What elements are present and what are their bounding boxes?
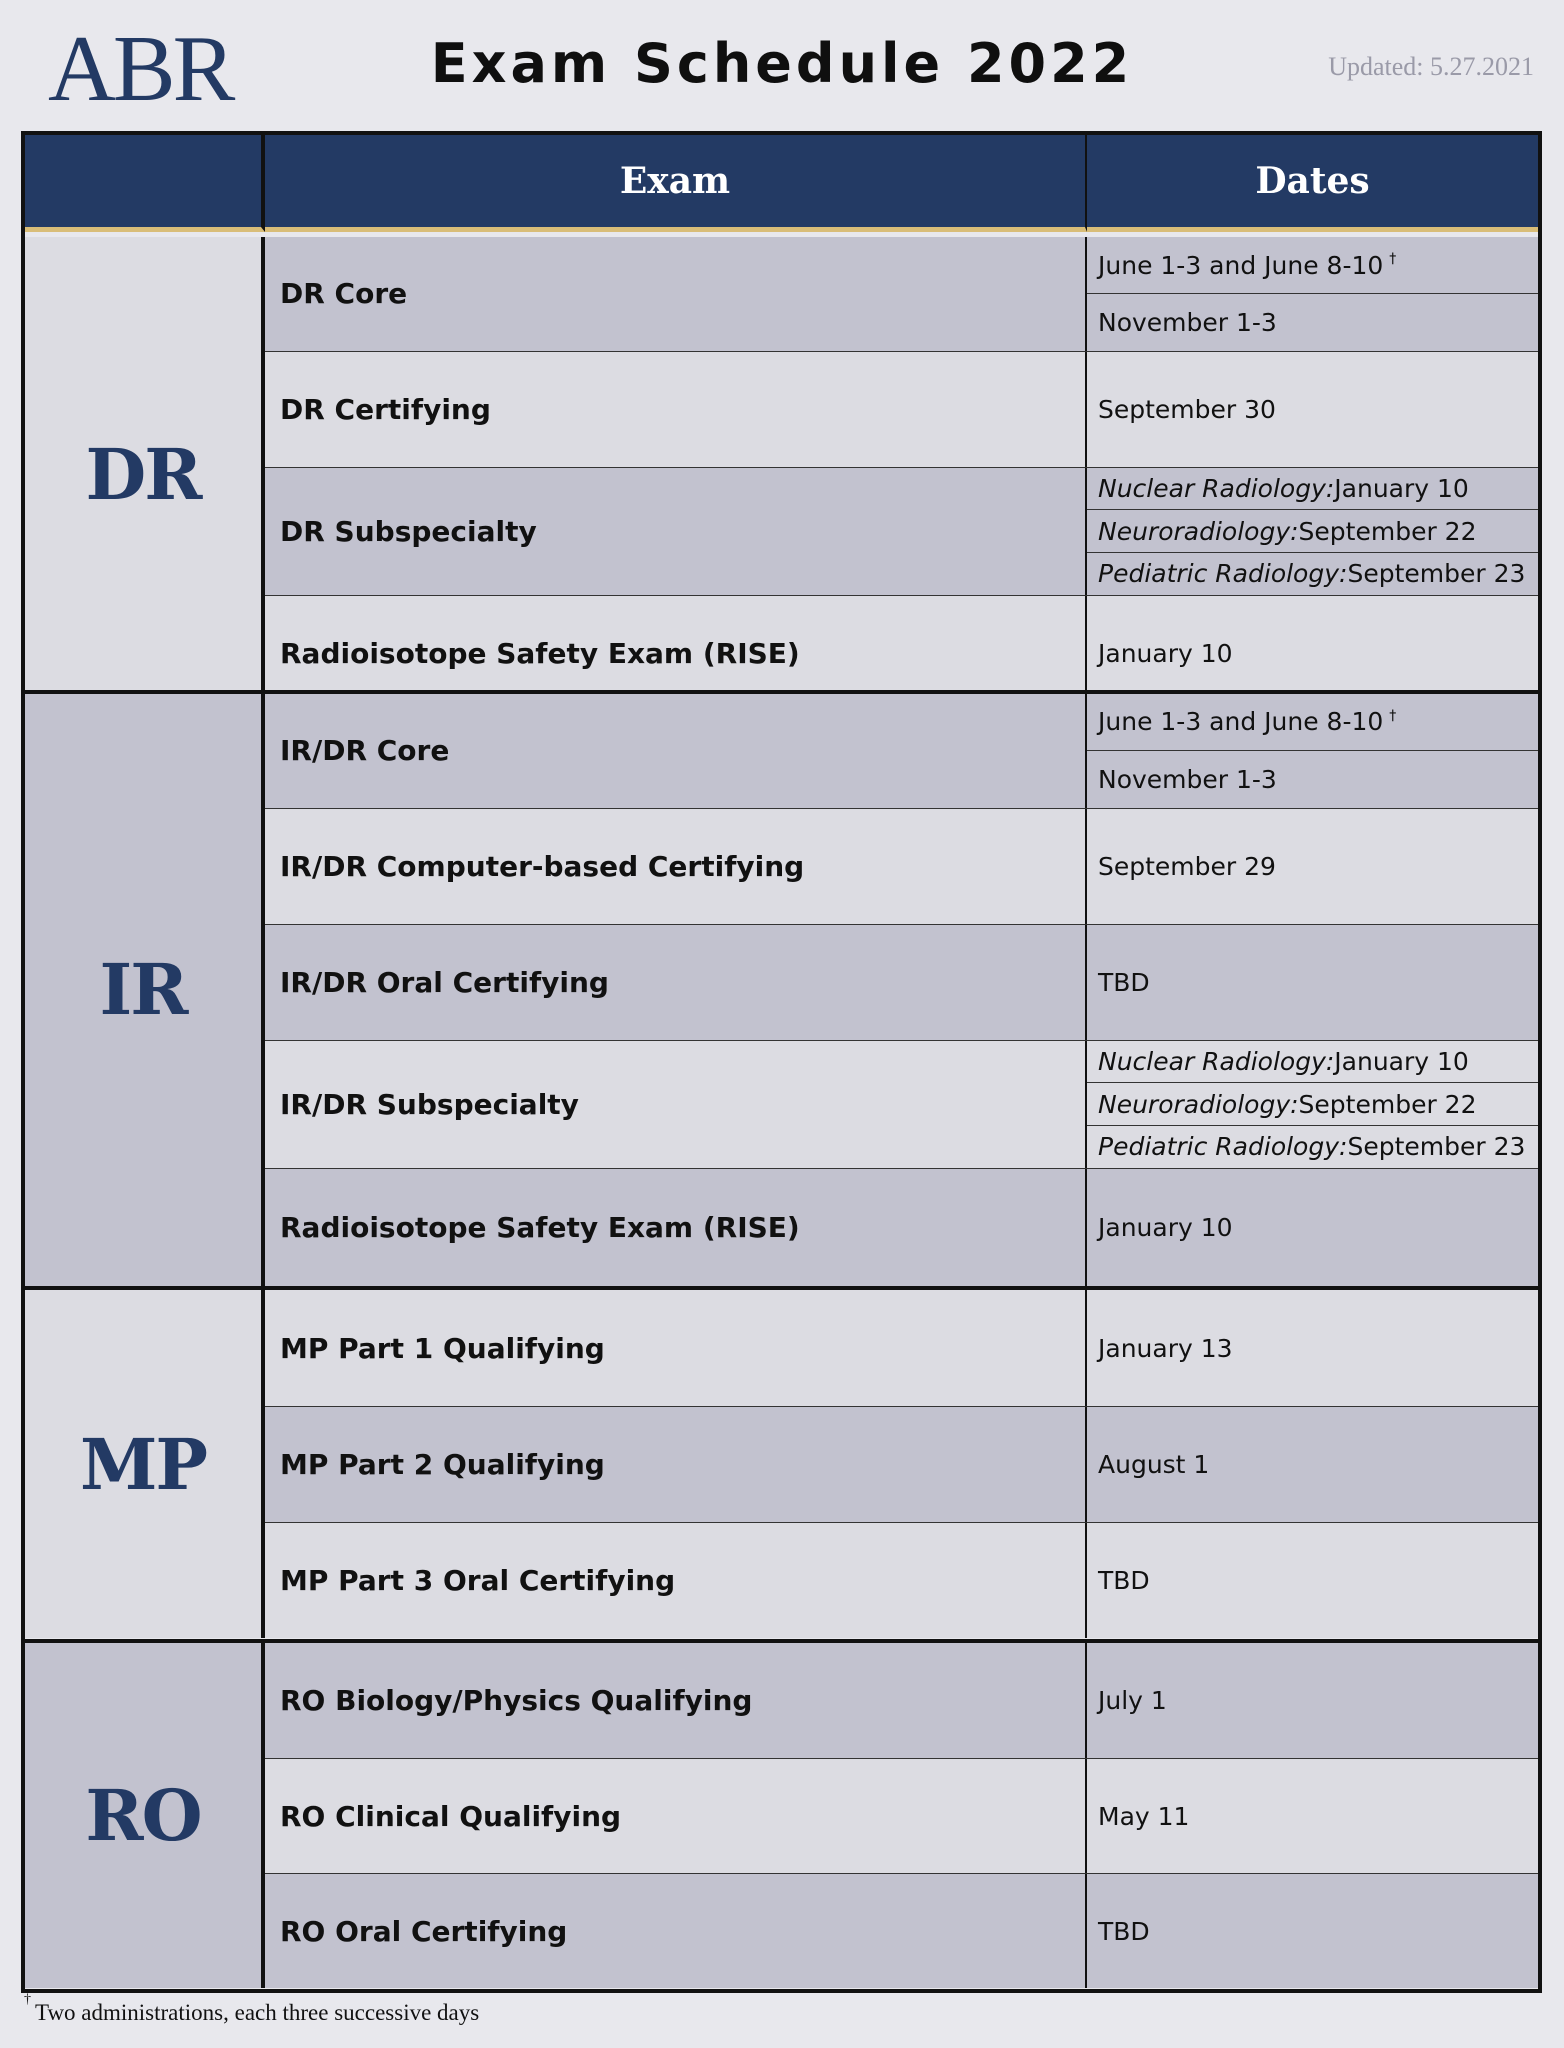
header-exam: Exam bbox=[265, 135, 1087, 232]
date-entry: January 10 bbox=[1098, 639, 1233, 669]
date-entry: November 1-3 bbox=[1087, 750, 1538, 808]
group-rows-mp bbox=[265, 1290, 1538, 1638]
header-blank-cell bbox=[25, 135, 265, 232]
date-entry: January 13 bbox=[1098, 1333, 1233, 1363]
exam-name: DR Certifying bbox=[265, 352, 1087, 467]
exam-name: RO Oral Certifying bbox=[265, 1874, 1087, 1988]
date-entry: January 10 bbox=[1098, 1212, 1233, 1242]
dagger-mark: † bbox=[1389, 251, 1397, 268]
page-title: Exam Schedule 2022 bbox=[430, 32, 1134, 95]
date-list bbox=[1087, 809, 1538, 924]
footnote bbox=[24, 1992, 480, 2026]
table-row bbox=[265, 1758, 1538, 1873]
date-entry: September 29 bbox=[1098, 851, 1276, 881]
date-entry: TBD bbox=[1098, 1916, 1150, 1946]
dagger-mark: † bbox=[1389, 707, 1397, 724]
date-list bbox=[1087, 1041, 1538, 1168]
exam-name: MP Part 2 Qualifying bbox=[265, 1407, 1087, 1522]
date-entry: November 1-3 bbox=[1087, 293, 1538, 351]
date-entry: Pediatric Radiology: September 23 bbox=[1087, 1125, 1538, 1168]
date-entry: August 1 bbox=[1098, 1450, 1210, 1480]
table-row bbox=[265, 237, 1538, 351]
group-rows-ro bbox=[265, 1643, 1538, 1988]
header-dates: Dates bbox=[1087, 135, 1538, 232]
exam-name: MP Part 1 Qualifying bbox=[265, 1290, 1087, 1406]
date-entry: June 1-3 and June 8-10 † bbox=[1098, 707, 1397, 737]
group-mp bbox=[25, 1286, 1538, 1634]
exam-schedule-table bbox=[21, 131, 1542, 1993]
date-list bbox=[1087, 1759, 1538, 1873]
table-row bbox=[265, 351, 1538, 467]
table-row bbox=[265, 467, 1538, 595]
exam-name: IR/DR Subspecialty bbox=[265, 1041, 1087, 1168]
date-list bbox=[1087, 1523, 1538, 1638]
group-label-mp: MP bbox=[25, 1290, 265, 1638]
date-list bbox=[1087, 468, 1538, 595]
date-list bbox=[1087, 925, 1538, 1040]
group-ir bbox=[25, 690, 1538, 1282]
group-rows-ir bbox=[265, 694, 1538, 1286]
dagger-mark: † bbox=[24, 1992, 31, 2008]
date-entry: Neuroradiology: September 22 bbox=[1087, 1082, 1538, 1125]
date-entry: TBD bbox=[1098, 967, 1150, 997]
table-row bbox=[265, 1168, 1538, 1286]
date-list bbox=[1087, 694, 1538, 808]
group-label-dr: DR bbox=[25, 237, 265, 712]
exam-name: DR Subspecialty bbox=[265, 468, 1087, 595]
date-entry: Nuclear Radiology: January 10 bbox=[1098, 474, 1469, 504]
group-label-ro: RO bbox=[25, 1643, 265, 1988]
date-list bbox=[1087, 237, 1538, 351]
exam-name: IR/DR Computer-based Certifying bbox=[265, 809, 1087, 924]
date-list bbox=[1087, 352, 1538, 467]
table-row bbox=[265, 924, 1538, 1040]
table-row bbox=[265, 1873, 1538, 1988]
exam-name: IR/DR Core bbox=[265, 694, 1087, 808]
exam-name: Radioisotope Safety Exam (RISE) bbox=[265, 596, 1087, 712]
date-entry: Pediatric Radiology: September 23 bbox=[1087, 552, 1538, 595]
date-entry: Neuroradiology: September 22 bbox=[1087, 509, 1538, 552]
exam-name: Radioisotope Safety Exam (RISE) bbox=[265, 1169, 1087, 1286]
exam-name: RO Biology/Physics Qualifying bbox=[265, 1643, 1087, 1758]
date-list bbox=[1087, 1290, 1538, 1406]
table-row bbox=[265, 808, 1538, 924]
date-entry: May 11 bbox=[1098, 1801, 1190, 1831]
table-row bbox=[265, 1040, 1538, 1168]
date-list bbox=[1087, 1643, 1538, 1758]
exam-name: MP Part 3 Oral Certifying bbox=[265, 1523, 1087, 1638]
group-label-ir: IR bbox=[25, 694, 265, 1286]
date-entry: September 30 bbox=[1098, 394, 1276, 424]
exam-name: RO Clinical Qualifying bbox=[265, 1759, 1087, 1873]
date-entry: Nuclear Radiology: January 10 bbox=[1098, 1046, 1469, 1076]
table-row bbox=[265, 1406, 1538, 1522]
group-dr bbox=[25, 237, 1538, 685]
table-row bbox=[265, 1643, 1538, 1758]
date-entry: TBD bbox=[1098, 1566, 1150, 1596]
group-rows-dr bbox=[265, 237, 1538, 712]
table-row bbox=[265, 694, 1538, 808]
abr-logo: ABR bbox=[48, 17, 233, 121]
date-list bbox=[1087, 1169, 1538, 1286]
date-list bbox=[1087, 1407, 1538, 1522]
date-entry: July 1 bbox=[1098, 1686, 1167, 1716]
date-list bbox=[1087, 1874, 1538, 1988]
exam-name: DR Core bbox=[265, 237, 1087, 351]
exam-name: IR/DR Oral Certifying bbox=[265, 925, 1087, 1040]
group-ro bbox=[25, 1639, 1538, 1984]
footnote-text: Two administrations, each three successive days bbox=[35, 2000, 480, 2025]
updated-date: Updated: 5.27.2021 bbox=[1328, 52, 1534, 81]
table-row bbox=[265, 1290, 1538, 1406]
date-entry: June 1-3 and June 8-10 † bbox=[1098, 250, 1397, 280]
table-row bbox=[265, 1522, 1538, 1638]
